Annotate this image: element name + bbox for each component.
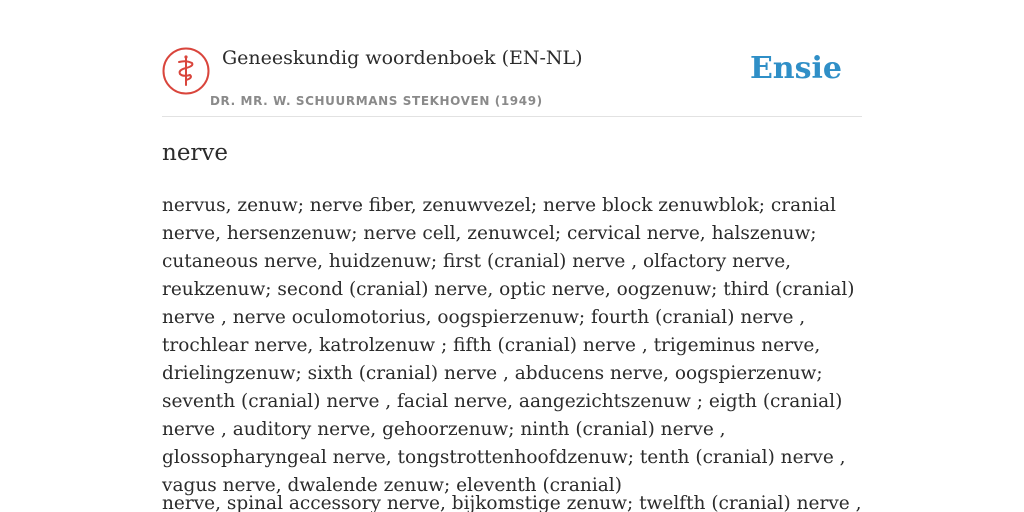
definition-paragraph: nervus, zenuw; nerve fiber, zenuwvezel; nerve block zenuwblok; cranial nerve, hersenzenuw; nerve cell, zenuwcel; cervical nerve, halszenuw; cutaneous nerve, huidzenuw; first (cranial) nerve , olfactory nerve, reukzenuw; second (cranial) nerve, optic nerve, oogzenuw; third (cranial) nerve , nerve oculomotorius, oogspierzenuw; fourth (cranial) nerve , trochlear nerve, katrolzenuw ; fifth (cranial) nerve , trigeminus nerve, drielingzenuw; sixth (cranial) nerve , abducens nerve, oogspierzenuw; seventh (cranial) nerve , facial nerve, aangezichtszenuw ; eigth (cranial) nerve , auditory nerve, gehoorzenuw; ninth (cranial) nerve , glossopharyngeal nerve, tongstrottenhoofdzenuw; tenth (cranial) nerve , vagus nerve, dwalende zenuw; eleventh (cranial) [162,195,855,496]
definition-paragraph-2: nerve, spinal accessory nerve, bijkomstige zenuw; twelfth (cranial) nerve , [162,493,862,512]
page-container [162,0,862,512]
book-author: DR. MR. W. SCHUURMANS STEKHOVEN (1949) [210,94,543,108]
header [162,0,862,117]
brand-logo[interactable]: Ensie [749,51,842,86]
caduceus-icon[interactable] [162,47,210,95]
headword: nerve [162,140,229,166]
book-title[interactable]: Geneeskundig woordenboek (EN-NL) [222,47,583,69]
